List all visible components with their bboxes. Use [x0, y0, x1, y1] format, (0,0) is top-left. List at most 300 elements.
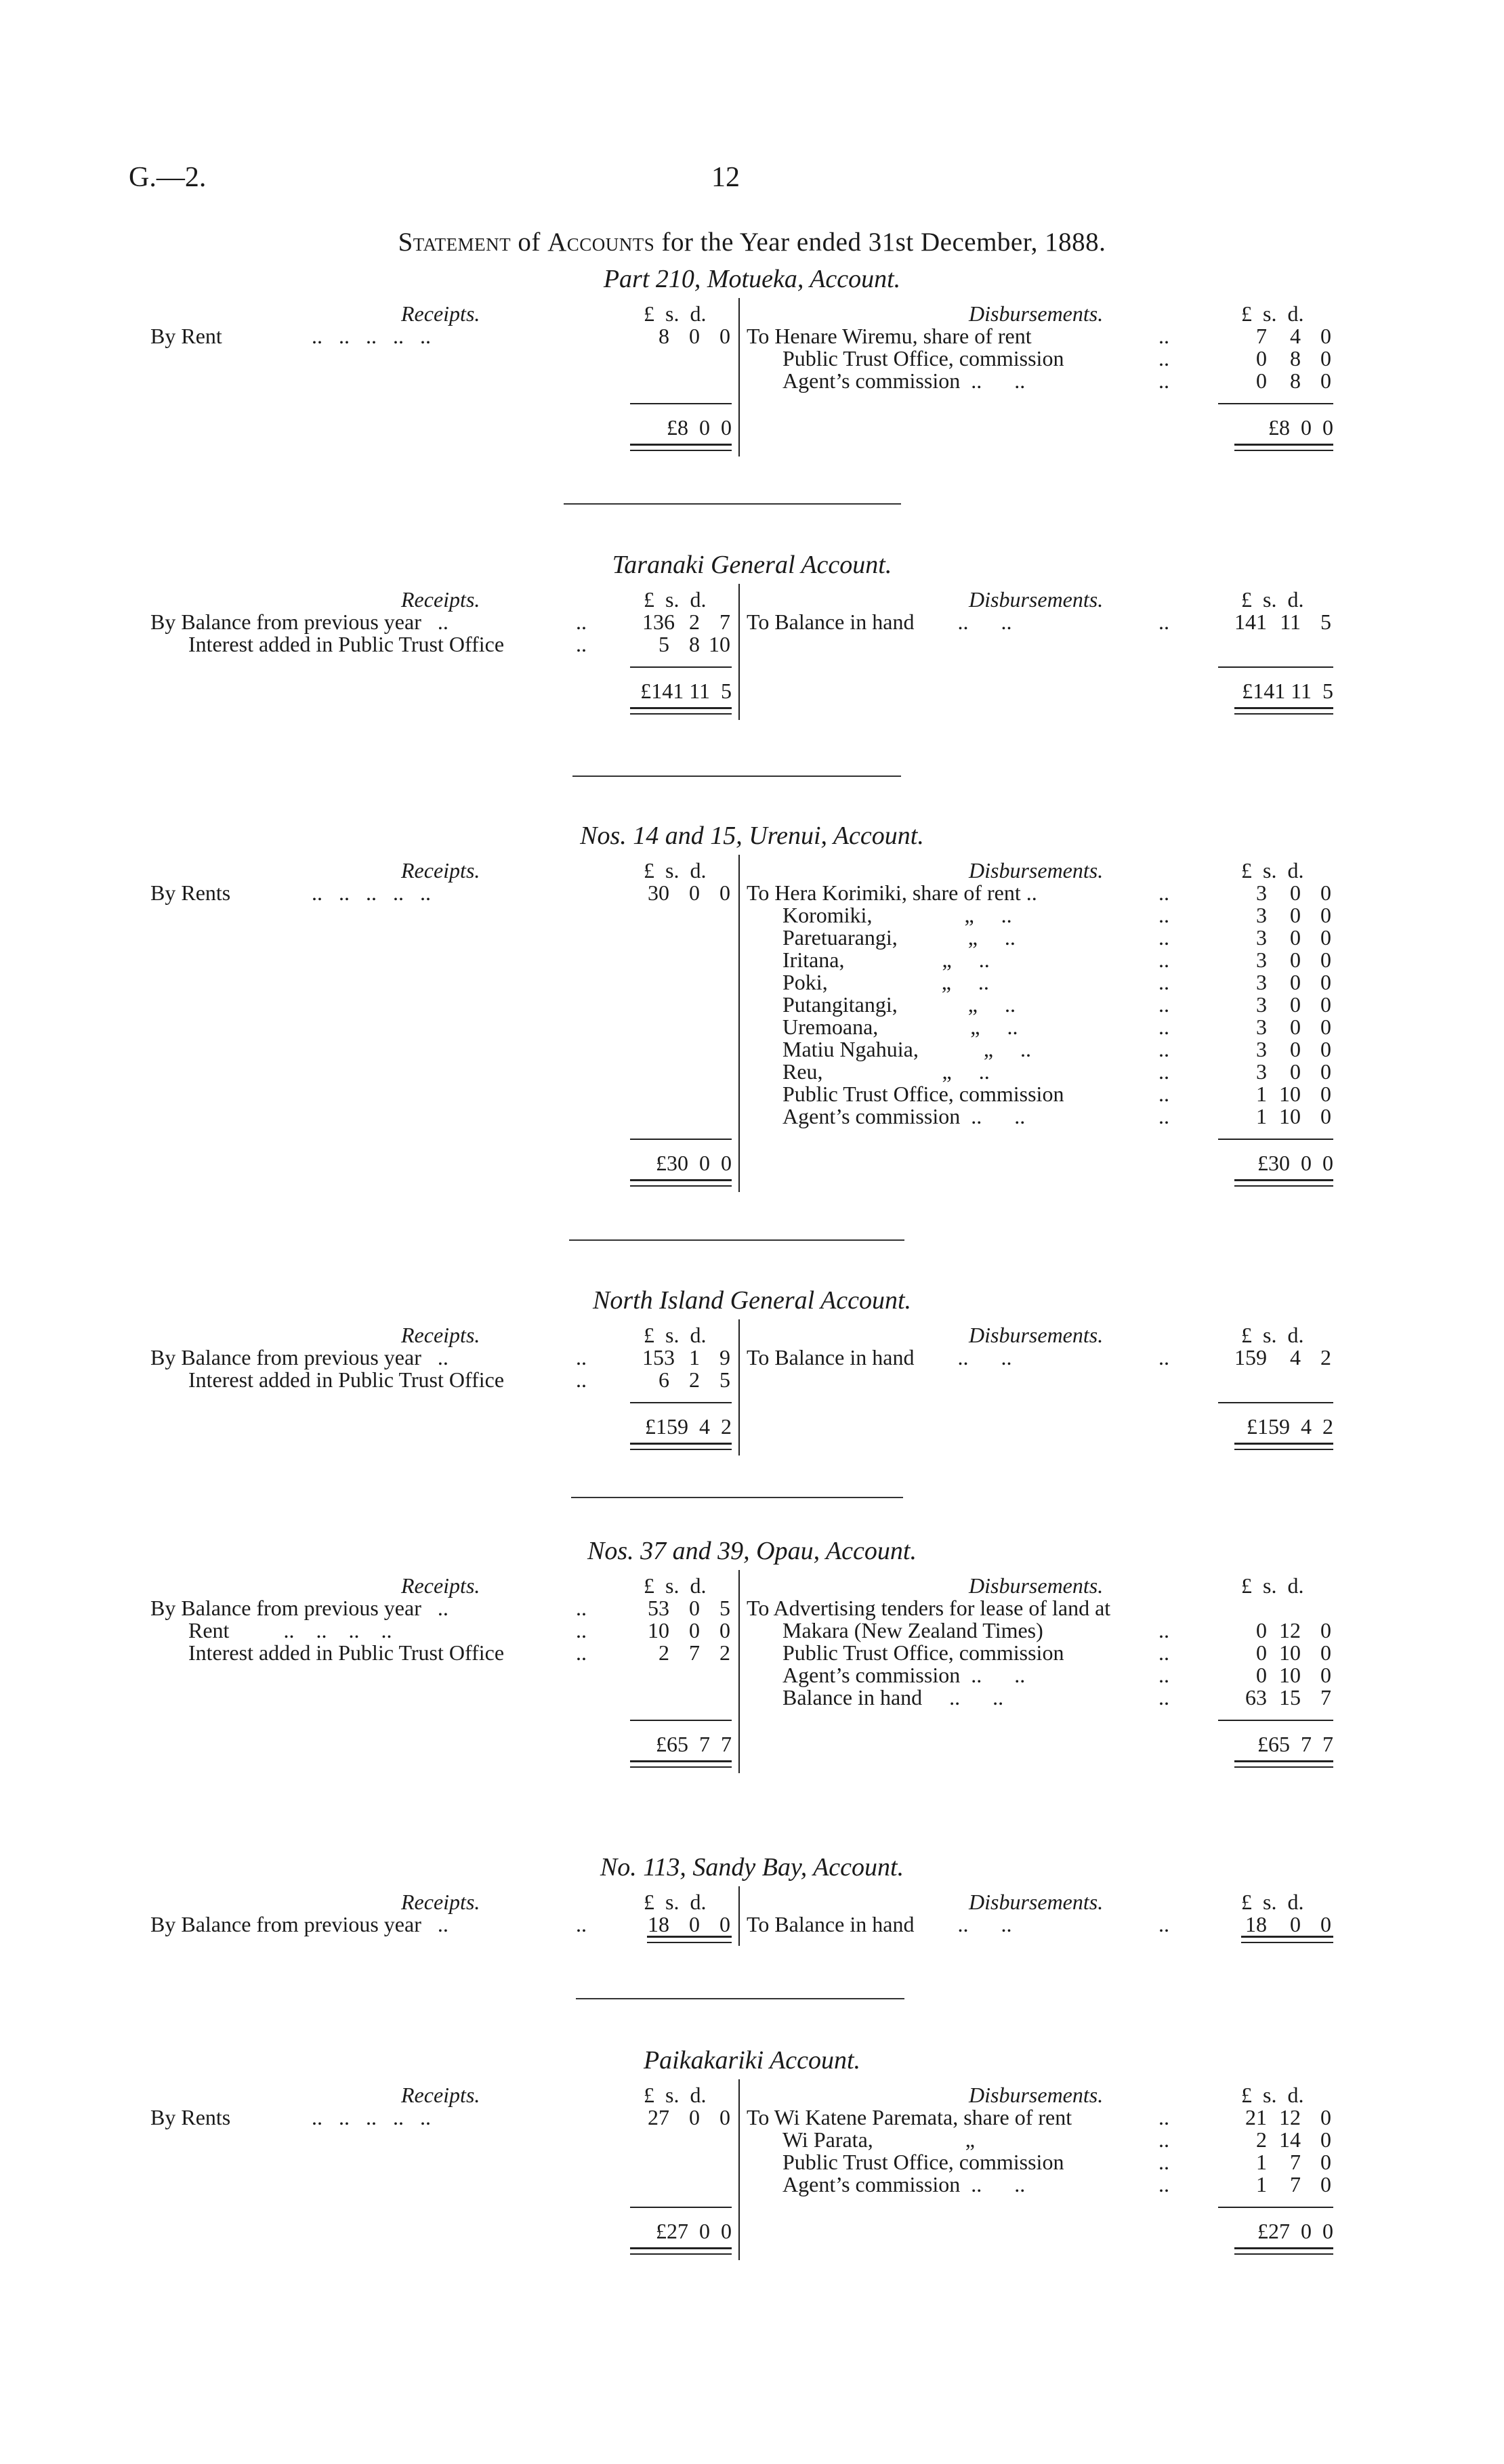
disbursement-row: [0, 1345, 1504, 1367]
leader-dots: ..: [1158, 1059, 1169, 1084]
amount-shillings: 8: [1290, 368, 1301, 393]
receipt-label: Interest added in Public Trust Office: [188, 1367, 505, 1392]
disbursements-header: Disbursements.: [969, 2083, 1104, 2107]
disbursements-total: £141 11 5: [1242, 679, 1333, 703]
leader-dots: ..: [1158, 1015, 1169, 1039]
column-separator: [738, 2079, 740, 2260]
column-separator: [738, 1319, 740, 1456]
leader-dots: ..: [1158, 970, 1169, 994]
title-word-statement: Statement: [398, 228, 511, 257]
amount-pence: 9: [719, 1345, 730, 1369]
disbursement-label: To Balance in hand .. ..: [747, 610, 1012, 634]
amount-pence: 0: [1320, 1104, 1331, 1128]
receipts-money-header: £ s. d.: [644, 858, 707, 883]
leader-dots: ..: [576, 1367, 587, 1392]
disbursements-money-header: £ s. d.: [1241, 301, 1304, 326]
amount-shillings: 0: [689, 2105, 700, 2129]
disbursement-row: [0, 925, 1504, 948]
leader-dots: ..: [576, 1596, 587, 1620]
amount-shillings: 0: [689, 1618, 700, 1642]
page-number: 12: [711, 162, 740, 193]
disbursement-row: [0, 1596, 1504, 1618]
amount-shillings: 0: [1290, 880, 1301, 905]
leader-dots: ..: [1158, 368, 1169, 393]
leader-dots: ..: [1158, 1345, 1169, 1369]
amount-pence: 7: [719, 610, 730, 634]
amount-pounds: 1: [1256, 1104, 1267, 1128]
amount-pounds: 1: [1256, 2150, 1267, 2174]
receipt-label: By Rents: [150, 880, 231, 905]
amount-pounds: 153: [642, 1345, 675, 1369]
subtotal-rule: [630, 2207, 732, 2208]
disbursement-label: Paretuarangi, „ ..: [782, 925, 1016, 950]
receipt-label: By Rent: [150, 324, 222, 348]
subtotal-rule: [1218, 403, 1333, 404]
amount-shillings: 4: [1290, 1345, 1301, 1369]
amount-shillings: 10: [1279, 1640, 1301, 1665]
disbursement-row: [0, 970, 1504, 992]
leader-dots: ..: [1158, 2127, 1169, 2152]
leader-dots: ..: [576, 1618, 587, 1642]
disbursement-label: To Wi Katene Paremata, share of rent: [747, 2105, 1072, 2129]
disbursement-label: Reu, „ ..: [782, 1059, 990, 1084]
amount-pounds: 1: [1256, 1082, 1267, 1106]
amount-shillings: 4: [1290, 324, 1301, 348]
disbursement-row: [0, 1037, 1504, 1059]
receipt-label: By Balance from previous year ..: [150, 1345, 448, 1369]
disbursements-header: Disbursements.: [969, 1890, 1104, 1914]
column-separator: [738, 855, 740, 1192]
total-double-rule: [1241, 1936, 1333, 1943]
subtotal-rule: [630, 1720, 732, 1721]
leader-dots: ..: [1158, 324, 1169, 348]
leader-dots: ..: [576, 1345, 587, 1369]
disbursement-label: Wi Parata, „: [782, 2127, 975, 2152]
leader-dots: ..: [1158, 1912, 1169, 1936]
section-divider: [571, 1497, 903, 1498]
amount-pounds: 18: [1245, 1912, 1267, 1936]
amount-pounds: 53: [648, 1596, 669, 1620]
amount-pence: 0: [719, 1618, 730, 1642]
amount-pence: 2: [719, 1640, 730, 1665]
amount-pence: 0: [1320, 368, 1331, 393]
amount-pounds: 21: [1245, 2105, 1267, 2129]
leader-dots: ..: [576, 632, 587, 656]
receipts-total: £159 4 2: [645, 1414, 732, 1439]
leader-dots: ..: [1158, 1685, 1169, 1709]
leader-dots: ..: [1158, 925, 1169, 950]
account-title: Nos. 37 and 39, Opau, Account.: [587, 1537, 917, 1565]
disbursement-label: Balance in hand .. ..: [782, 1685, 1004, 1709]
amount-pounds: 18: [648, 1912, 669, 1936]
leader-dots: ..: [1158, 903, 1169, 927]
disbursement-row: [0, 948, 1504, 970]
column-separator: [738, 298, 740, 456]
subtotal-rule: [630, 1139, 732, 1140]
subtotal-rule: [630, 666, 732, 668]
amount-shillings: 15: [1279, 1685, 1301, 1709]
amount-pounds: 0: [1256, 1618, 1267, 1642]
amount-shillings: 0: [1290, 1059, 1301, 1084]
amount-pence: 0: [1320, 2127, 1331, 2152]
column-separator: [738, 584, 740, 720]
disbursements-header: Disbursements.: [969, 1323, 1104, 1347]
receipts-header: Receipts.: [401, 587, 480, 612]
amount-pence: 0: [1320, 1640, 1331, 1665]
account-title: Paikakariki Account.: [643, 2046, 861, 2075]
disbursement-row: [0, 324, 1504, 346]
leader-dots: ..: [1158, 992, 1169, 1017]
subtotal-rule: [1218, 2207, 1333, 2208]
amount-pence: 0: [1320, 2172, 1331, 2196]
disbursements-money-header: £ s. d.: [1241, 2083, 1304, 2107]
receipts-money-header: £ s. d.: [644, 1573, 707, 1598]
disbursement-row: [0, 346, 1504, 368]
amount-shillings: 8: [689, 632, 700, 656]
disbursement-label: To Henare Wiremu, share of rent: [747, 324, 1032, 348]
leader-dots: ..: [1158, 880, 1169, 905]
leader-dots: .. .. .. .. ..: [312, 2105, 431, 2129]
subtotal-rule: [1218, 1139, 1333, 1140]
amount-shillings: 12: [1279, 1618, 1301, 1642]
amount-pence: 0: [1320, 1037, 1331, 1061]
receipts-header: Receipts.: [401, 2083, 480, 2107]
disbursement-label: Koromiki, „ ..: [782, 903, 1012, 927]
disbursement-row: [0, 1685, 1504, 1707]
amount-shillings: 0: [689, 880, 700, 905]
disbursement-label: To Balance in hand .. ..: [747, 1912, 1012, 1936]
disbursements-header: Disbursements.: [969, 1573, 1104, 1598]
disbursements-total: £159 4 2: [1247, 1414, 1333, 1439]
receipts-money-header: £ s. d.: [644, 2083, 707, 2107]
subtotal-rule: [630, 403, 732, 404]
amount-pounds: 10: [648, 1618, 669, 1642]
amount-shillings: 10: [1279, 1104, 1301, 1128]
receipts-money-header: £ s. d.: [644, 1323, 707, 1347]
amount-shillings: 0: [1290, 970, 1301, 994]
total-double-rule: [630, 707, 732, 715]
disbursements-money-header: £ s. d.: [1241, 858, 1304, 883]
amount-shillings: 1: [689, 1345, 700, 1369]
amount-pence: 0: [1320, 1059, 1331, 1084]
section-divider: [564, 503, 901, 505]
account-title: No. 113, Sandy Bay, Account.: [600, 1853, 904, 1882]
disbursement-label: Public Trust Office, commission: [782, 1082, 1064, 1106]
amount-pounds: 6: [659, 1367, 669, 1392]
amount-pounds: 2: [1256, 2127, 1267, 2152]
disbursement-label: To Balance in hand .. ..: [747, 1345, 1012, 1369]
disbursement-label: Uremoana, „ ..: [782, 1015, 1018, 1039]
receipts-money-header: £ s. d.: [644, 301, 707, 326]
amount-shillings: 8: [1290, 346, 1301, 370]
column-separator: [738, 1570, 740, 1773]
section-divider: [576, 1998, 904, 1999]
receipt-label: Interest added in Public Trust Office: [188, 1640, 505, 1665]
disbursement-row: [0, 368, 1504, 391]
amount-shillings: 0: [689, 324, 700, 348]
disbursement-label: To Hera Korimiki, share of rent ..: [747, 880, 1037, 905]
document-reference: G.—2.: [129, 162, 207, 193]
total-double-rule: [1234, 1760, 1333, 1768]
subtotal-rule: [1218, 1402, 1333, 1403]
total-double-rule: [1234, 707, 1333, 715]
amount-shillings: 0: [1290, 903, 1301, 927]
column-separator: [738, 1886, 740, 1946]
disbursement-label: Agent’s commission .. ..: [782, 2172, 1026, 2196]
disbursement-row: [0, 610, 1504, 632]
leader-dots: ..: [1158, 1037, 1169, 1061]
account-title: Nos. 14 and 15, Urenui, Account.: [580, 822, 924, 850]
amount-pounds: 1: [1256, 2172, 1267, 2196]
disbursement-row: [0, 903, 1504, 925]
leader-dots: .. .. .. .. ..: [312, 880, 431, 905]
amount-pounds: 0: [1256, 368, 1267, 393]
leader-dots: .. .. .. .. ..: [312, 324, 431, 348]
disbursement-label: Matiu Ngahuia, „ ..: [782, 1037, 1032, 1061]
title-word-of: of: [518, 228, 541, 257]
amount-pence: 0: [1320, 903, 1331, 927]
amount-pence: 0: [719, 324, 730, 348]
amount-pence: 0: [1320, 948, 1331, 972]
amount-pence: 0: [719, 2105, 730, 2129]
disbursement-row: [0, 2127, 1504, 2150]
account-title: North Island General Account.: [592, 1286, 912, 1315]
leader-dots: ..: [576, 1912, 587, 1936]
amount-shillings: 12: [1279, 2105, 1301, 2129]
leader-dots: ..: [1158, 2105, 1169, 2129]
receipts-total: £65 7 7: [656, 1732, 732, 1756]
disbursement-row: [0, 1663, 1504, 1685]
receipts-header: Receipts.: [401, 301, 480, 326]
amount-shillings: 2: [689, 1367, 700, 1392]
leader-dots: ..: [576, 610, 587, 634]
total-double-rule: [1234, 444, 1333, 451]
receipts-header: Receipts.: [401, 1890, 480, 1914]
disbursements-money-header: £ s. d.: [1241, 1323, 1304, 1347]
amount-pounds: 159: [1234, 1345, 1267, 1369]
disbursement-label: Poki, „ ..: [782, 970, 989, 994]
amount-pence: 0: [1320, 880, 1331, 905]
amount-pence: 10: [709, 632, 730, 656]
disbursements-money-header: £ s. d.: [1241, 1573, 1304, 1598]
receipt-label: Interest added in Public Trust Office: [188, 632, 505, 656]
receipts-header: Receipts.: [401, 1573, 480, 1598]
title-word-accounts: Accounts: [547, 228, 655, 257]
amount-shillings: 7: [1290, 2172, 1301, 2196]
amount-pounds: 7: [1256, 324, 1267, 348]
amount-pounds: 5: [659, 632, 669, 656]
receipts-header: Receipts.: [401, 858, 480, 883]
amount-shillings: 0: [1290, 948, 1301, 972]
leader-dots: ..: [1158, 1618, 1169, 1642]
account-title: Part 210, Motueka, Account.: [603, 265, 901, 293]
disbursement-label: Makara (New Zealand Times): [782, 1618, 1043, 1642]
receipts-money-header: £ s. d.: [644, 1890, 707, 1914]
disbursement-label: Iritana, „ ..: [782, 948, 990, 972]
receipts-header: Receipts.: [401, 1323, 480, 1347]
amount-pounds: 3: [1256, 992, 1267, 1017]
disbursement-row: [0, 1059, 1504, 1082]
disbursements-header: Disbursements.: [969, 587, 1104, 612]
amount-pounds: 3: [1256, 1059, 1267, 1084]
section-divider: [572, 776, 901, 777]
amount-pounds: 3: [1256, 1037, 1267, 1061]
disbursements-header: Disbursements.: [969, 858, 1104, 883]
amount-pence: 0: [1320, 1015, 1331, 1039]
amount-shillings: 0: [1290, 1037, 1301, 1061]
receipts-total: £27 0 0: [656, 2219, 732, 2243]
disbursement-row: [0, 1015, 1504, 1037]
amount-shillings: 10: [1279, 1663, 1301, 1687]
amount-pounds: 30: [648, 880, 669, 905]
disbursement-label: Putangitangi, „ ..: [782, 992, 1016, 1017]
amount-shillings: 0: [1290, 1015, 1301, 1039]
amount-pence: 0: [1320, 2150, 1331, 2174]
amount-pounds: 27: [648, 2105, 669, 2129]
leader-dots: ..: [1158, 2172, 1169, 2196]
disbursements-header: Disbursements.: [969, 301, 1104, 326]
amount-pounds: 136: [642, 610, 675, 634]
amount-pence: 0: [1320, 346, 1331, 370]
amount-pounds: 3: [1256, 948, 1267, 972]
amount-pence: 0: [1320, 992, 1331, 1017]
amount-pence: 2: [1320, 1345, 1331, 1369]
disbursement-label: Public Trust Office, commission: [782, 2150, 1064, 2174]
amount-shillings: 2: [689, 610, 700, 634]
amount-shillings: 0: [689, 1596, 700, 1620]
disbursements-total: £8 0 0: [1268, 415, 1333, 440]
disbursement-row: [0, 2105, 1504, 2127]
amount-shillings: 0: [1290, 925, 1301, 950]
amount-pence: 5: [719, 1367, 730, 1392]
disbursement-label: Public Trust Office, commission: [782, 1640, 1064, 1665]
section-divider: [569, 1239, 904, 1241]
receipts-money-header: £ s. d.: [644, 587, 707, 612]
disbursements-total: £27 0 0: [1257, 2219, 1333, 2243]
total-double-rule: [630, 1443, 732, 1450]
disbursements-money-header: £ s. d.: [1241, 1890, 1304, 1914]
receipts-total: £30 0 0: [656, 1151, 732, 1175]
amount-pence: 5: [1320, 610, 1331, 634]
amount-shillings: 0: [1290, 992, 1301, 1017]
disbursement-row: [0, 1640, 1504, 1663]
amount-pence: 0: [1320, 970, 1331, 994]
disbursement-label: Agent’s commission .. ..: [782, 1104, 1026, 1128]
disbursements-total: £30 0 0: [1257, 1151, 1333, 1175]
total-double-rule: [630, 444, 732, 451]
disbursement-row: [0, 1082, 1504, 1104]
leader-dots: ..: [576, 1640, 587, 1665]
amount-shillings: 10: [1279, 1082, 1301, 1106]
amount-pounds: 8: [659, 324, 669, 348]
leader-dots: ..: [1158, 2150, 1169, 2174]
leader-dots: ..: [1158, 610, 1169, 634]
amount-pence: 0: [719, 1912, 730, 1936]
amount-pence: 0: [719, 880, 730, 905]
receipt-row: [0, 1367, 1504, 1390]
total-double-rule: [1234, 1179, 1333, 1187]
disbursement-row: [0, 1618, 1504, 1640]
disbursements-money-header: £ s. d.: [1241, 587, 1304, 612]
amount-shillings: 14: [1279, 2127, 1301, 2152]
leader-dots: ..: [1158, 948, 1169, 972]
amount-pounds: 2: [659, 1640, 669, 1665]
subtotal-rule: [1218, 1720, 1333, 1721]
total-double-rule: [630, 1179, 732, 1187]
disbursement-row: [0, 1104, 1504, 1126]
amount-pounds: 141: [1234, 610, 1267, 634]
amount-pounds: 0: [1256, 1663, 1267, 1687]
subtotal-rule: [630, 1402, 732, 1403]
disbursement-label: Public Trust Office, commission: [782, 346, 1064, 370]
leader-dots: ..: [1158, 346, 1169, 370]
receipts-total: £141 11 5: [640, 679, 732, 703]
receipt-row: [0, 632, 1504, 654]
receipt-label: By Balance from previous year ..: [150, 610, 448, 634]
amount-pence: 7: [1320, 1685, 1331, 1709]
leader-dots: ..: [1158, 1663, 1169, 1687]
amount-pence: 5: [719, 1596, 730, 1620]
amount-pence: 0: [1320, 324, 1331, 348]
disbursement-row: [0, 992, 1504, 1015]
amount-pence: 0: [1320, 1618, 1331, 1642]
amount-pence: 0: [1320, 2105, 1331, 2129]
total-double-rule: [630, 2247, 732, 2255]
total-double-rule: [1234, 1443, 1333, 1450]
amount-pounds: 3: [1256, 880, 1267, 905]
receipt-label: By Rents: [150, 2105, 231, 2129]
disbursement-label: To Advertising tenders for lease of land at: [747, 1596, 1111, 1620]
disbursement-label: Agent’s commission .. ..: [782, 368, 1026, 393]
total-double-rule: [630, 1760, 732, 1768]
subtotal-rule: [1218, 666, 1333, 668]
total-double-rule: [647, 1936, 732, 1943]
amount-pounds: 3: [1256, 925, 1267, 950]
disbursement-row: [0, 880, 1504, 903]
amount-pence: 0: [1320, 1082, 1331, 1106]
amount-pounds: 3: [1256, 970, 1267, 994]
amount-shillings: 0: [1290, 1912, 1301, 1936]
leader-dots: ..: [1158, 1640, 1169, 1665]
statement-title: [0, 227, 1504, 257]
disbursement-row: [0, 1912, 1504, 1934]
amount-shillings: 7: [1290, 2150, 1301, 2174]
amount-pence: 0: [1320, 925, 1331, 950]
amount-pounds: 0: [1256, 1640, 1267, 1665]
amount-pounds: 63: [1245, 1685, 1267, 1709]
amount-pence: 0: [1320, 1663, 1331, 1687]
title-rest: for the Year ended 31st December, 1888.: [661, 228, 1106, 257]
receipt-label: Rent .. .. .. ..: [188, 1618, 392, 1642]
disbursement-row: [0, 2172, 1504, 2194]
amount-shillings: 0: [689, 1912, 700, 1936]
amount-shillings: 11: [1280, 610, 1301, 634]
leader-dots: ..: [1158, 1082, 1169, 1106]
receipts-total: £8 0 0: [667, 415, 732, 440]
receipt-label: By Balance from previous year ..: [150, 1912, 448, 1936]
disbursements-total: £65 7 7: [1257, 1732, 1333, 1756]
amount-pence: 0: [1320, 1912, 1331, 1936]
amount-pounds: 0: [1256, 346, 1267, 370]
disbursement-label: Agent’s commission .. ..: [782, 1663, 1026, 1687]
amount-pounds: 3: [1256, 1015, 1267, 1039]
leader-dots: ..: [1158, 1104, 1169, 1128]
account-title: Taranaki General Account.: [612, 551, 892, 579]
disbursement-row: [0, 2150, 1504, 2172]
receipt-label: By Balance from previous year ..: [150, 1596, 448, 1620]
amount-pounds: 3: [1256, 903, 1267, 927]
total-double-rule: [1234, 2247, 1333, 2255]
